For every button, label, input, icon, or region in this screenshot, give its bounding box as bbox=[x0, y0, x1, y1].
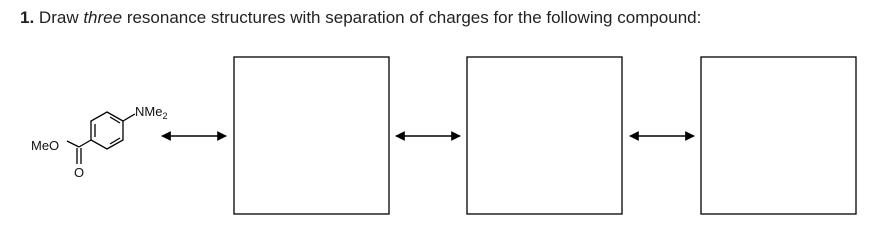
carbonyl-oxygen-label: O bbox=[74, 165, 85, 180]
amine-label: NMe$_2$ bbox=[135, 104, 168, 121]
aryl-carbonyl-bond bbox=[79, 140, 91, 147]
answer-box-1[interactable] bbox=[234, 57, 389, 214]
starting-compound bbox=[67, 112, 135, 164]
methoxy-label: MeO bbox=[31, 138, 60, 153]
aryl-nitrogen-bond bbox=[123, 114, 135, 121]
question-text-before: Draw bbox=[38, 8, 79, 27]
answer-box-2[interactable] bbox=[467, 57, 622, 214]
question-emphasis: three bbox=[83, 8, 123, 27]
ester-oxygen-bond bbox=[67, 141, 79, 147]
question-text-after: resonance structures with separation of charges for the following compound: bbox=[126, 8, 702, 27]
benzene-ring bbox=[91, 112, 123, 149]
answer-box-3[interactable] bbox=[701, 57, 856, 214]
question-number: 1. bbox=[20, 8, 35, 27]
